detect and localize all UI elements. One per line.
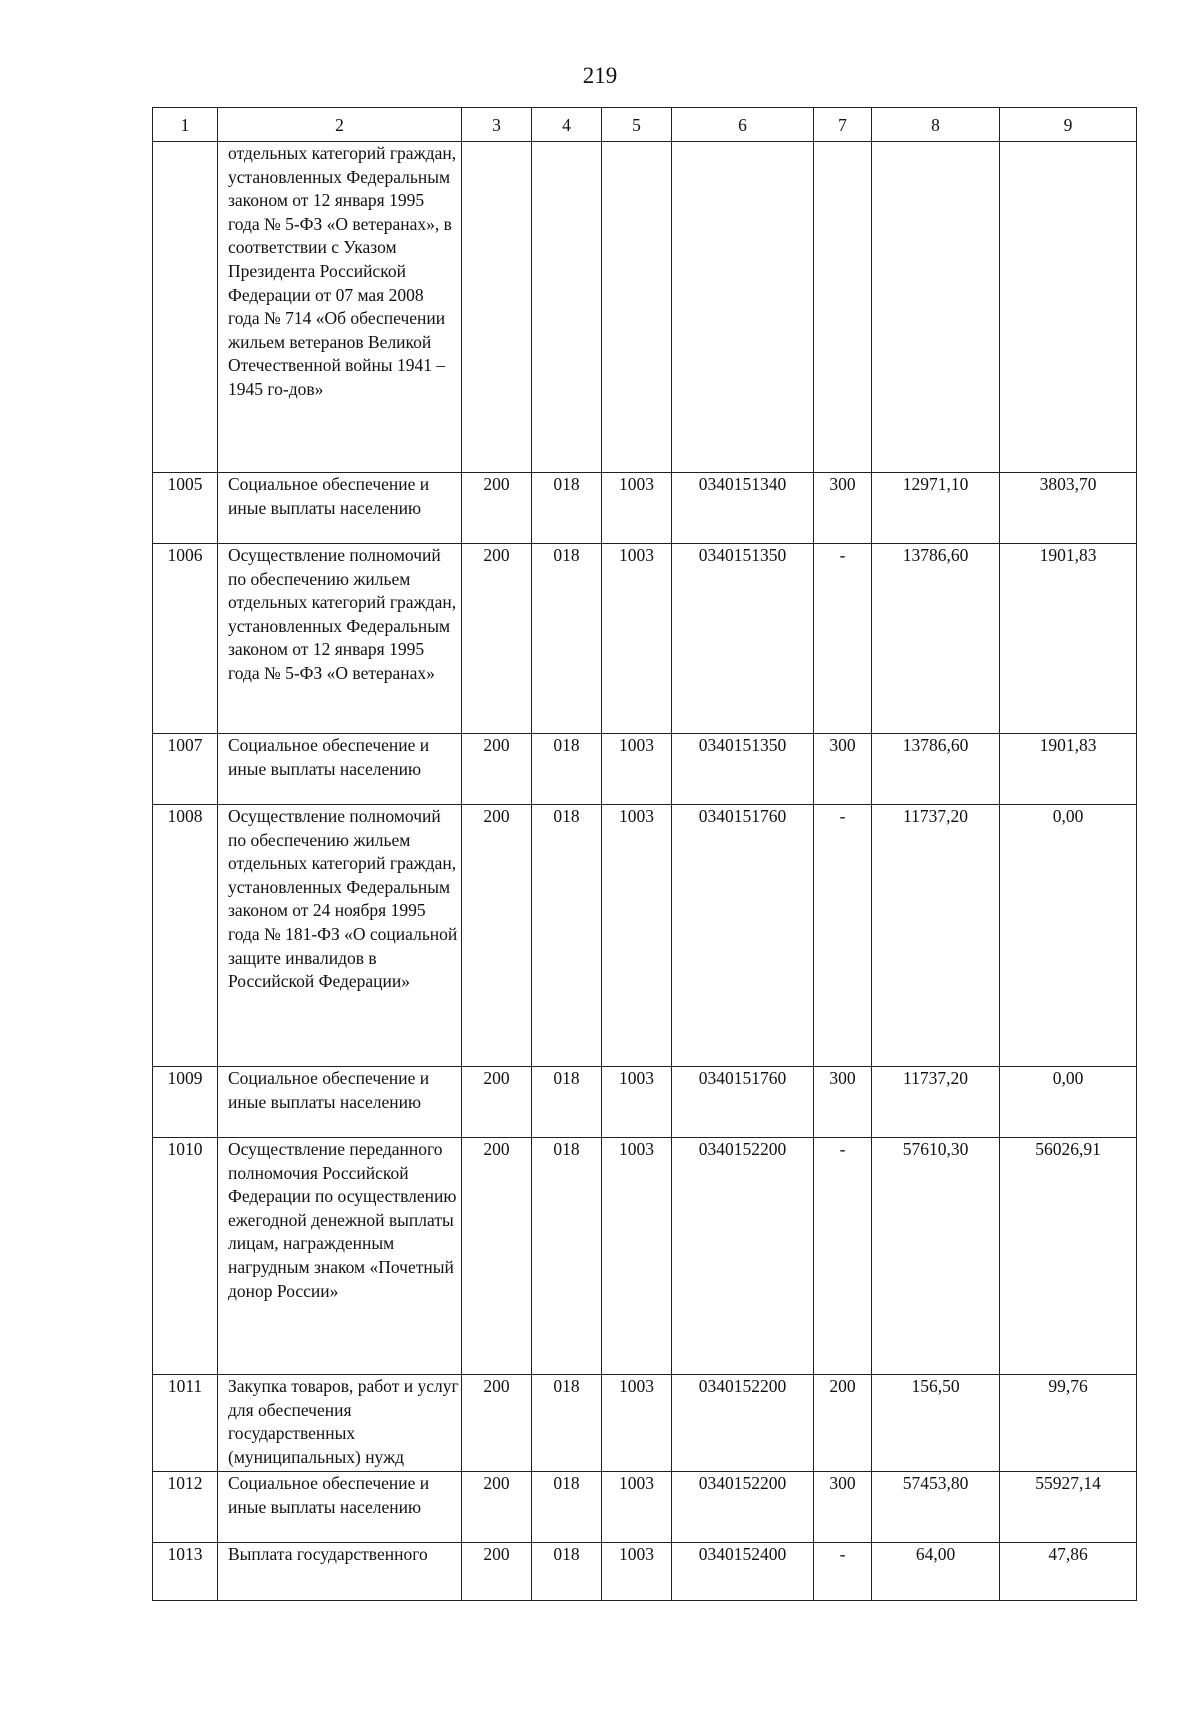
table-cell: 0340151760 — [672, 805, 814, 1067]
row-number-cell: 1005 — [153, 473, 218, 544]
column-header: 1 — [153, 108, 218, 142]
table-cell: 018 — [532, 805, 602, 1067]
row-number-cell: 1006 — [153, 544, 218, 734]
table-cell: 11737,20 — [872, 1067, 1000, 1138]
table-cell: 200 — [462, 1067, 532, 1138]
column-header: 2 — [218, 108, 462, 142]
row-name-cell: Осуществление полномочий по обеспечению жильем отдельных категорий граждан, установленных Федеральным законом от 12 января 1995 года № 5-ФЗ «О ветеранах» — [218, 544, 462, 734]
table-row — [153, 734, 1137, 805]
table-cell — [814, 142, 872, 473]
table-cell: 200 — [462, 734, 532, 805]
table-cell: 200 — [462, 805, 532, 1067]
table-cell: 018 — [532, 1543, 602, 1601]
table-cell: 1901,83 — [1000, 734, 1137, 805]
page-number: 219 — [582, 63, 618, 88]
table-cell: 0340151350 — [672, 734, 814, 805]
table-cell — [672, 142, 814, 473]
row-name-cell: Социальное обеспечение и иные выплаты населению — [218, 473, 462, 544]
table-cell: 0340152200 — [672, 1472, 814, 1543]
table-cell: 200 — [462, 473, 532, 544]
table-cell: 1003 — [602, 1067, 672, 1138]
table-cell: 47,86 — [1000, 1543, 1137, 1601]
table-cell: 018 — [532, 1472, 602, 1543]
table-cell: 1003 — [602, 1543, 672, 1601]
row-number-cell: 1011 — [153, 1375, 218, 1472]
table-cell: 018 — [532, 544, 602, 734]
table-cell: 1003 — [602, 473, 672, 544]
budget-table — [152, 107, 1137, 1601]
table-cell: 200 — [462, 1375, 532, 1472]
table-cell: - — [814, 805, 872, 1067]
table-cell: 018 — [532, 734, 602, 805]
row-name-cell: отдельных категорий граждан, установленных Федеральным законом от 12 января 1995 года № 5-ФЗ «О ветеранах», в соответствии с Указом Президента Российской Федерации от 07 мая 2008 года № 714 «Об обеспечении жильем ветеранов Великой Отечественной войны 1941 – 1945 го-дов» — [218, 142, 462, 473]
table-header-row — [153, 108, 1137, 142]
table-row — [153, 1138, 1137, 1375]
table-cell: 018 — [532, 473, 602, 544]
table-cell: 018 — [532, 1375, 602, 1472]
table-cell: 300 — [814, 734, 872, 805]
table-row — [153, 473, 1137, 544]
table-cell: 1003 — [602, 1472, 672, 1543]
table-cell: 300 — [814, 473, 872, 544]
row-number-cell: 1009 — [153, 1067, 218, 1138]
column-header: 5 — [602, 108, 672, 142]
table-cell: 1003 — [602, 734, 672, 805]
row-name-cell: Выплата государственного — [218, 1543, 462, 1601]
table-cell: 12971,10 — [872, 473, 1000, 544]
table-cell: 13786,60 — [872, 734, 1000, 805]
table-row — [153, 805, 1137, 1067]
column-header: 3 — [462, 108, 532, 142]
table-row — [153, 544, 1137, 734]
table-cell: 200 — [462, 1543, 532, 1601]
table-cell: 99,76 — [1000, 1375, 1137, 1472]
table-cell: 64,00 — [872, 1543, 1000, 1601]
column-header: 4 — [532, 108, 602, 142]
column-header: 9 — [1000, 108, 1137, 142]
table-cell: 0340152200 — [672, 1375, 814, 1472]
table-row — [153, 142, 1137, 473]
table-row — [153, 1472, 1137, 1543]
row-name-cell: Осуществление полномочий по обеспечению жильем отдельных категорий граждан, установленных Федеральным законом от 24 ноября 1995 года № 181-ФЗ «О социальной защите инвалидов в Российской Федерации» — [218, 805, 462, 1067]
table-cell: 0340151760 — [672, 1067, 814, 1138]
row-number-cell: 1010 — [153, 1138, 218, 1375]
table-cell — [872, 142, 1000, 473]
table-cell: 0,00 — [1000, 1067, 1137, 1138]
table-cell: 0340152400 — [672, 1543, 814, 1601]
table-cell: 57453,80 — [872, 1472, 1000, 1543]
table-cell — [1000, 142, 1137, 473]
table-cell: 018 — [532, 1138, 602, 1375]
table-cell: 0340151350 — [672, 544, 814, 734]
column-header: 6 — [672, 108, 814, 142]
table-row — [153, 1067, 1137, 1138]
row-number-cell: 1013 — [153, 1543, 218, 1601]
row-number-cell: 1007 — [153, 734, 218, 805]
table-cell: 0340152200 — [672, 1138, 814, 1375]
row-number-cell: 1012 — [153, 1472, 218, 1543]
table-cell: 56026,91 — [1000, 1138, 1137, 1375]
table-row — [153, 1375, 1137, 1472]
table-cell: 200 — [462, 1472, 532, 1543]
table-cell: - — [814, 544, 872, 734]
table-cell: 1003 — [602, 1375, 672, 1472]
table-cell: - — [814, 1138, 872, 1375]
table-cell: 1003 — [602, 544, 672, 734]
table-cell: 300 — [814, 1067, 872, 1138]
row-name-cell: Осуществление переданного полномочия Российской Федерации по осуществлению ежегодной денежной выплаты лицам, награжденным нагрудным знаком «Почетный донор России» — [218, 1138, 462, 1375]
table-cell: 200 — [814, 1375, 872, 1472]
table-cell: 1003 — [602, 1138, 672, 1375]
table-cell: 156,50 — [872, 1375, 1000, 1472]
table-cell: 0,00 — [1000, 805, 1137, 1067]
table-cell: 13786,60 — [872, 544, 1000, 734]
table-cell: 11737,20 — [872, 805, 1000, 1067]
column-header: 7 — [814, 108, 872, 142]
table-cell: 1003 — [602, 805, 672, 1067]
table-cell — [602, 142, 672, 473]
table-cell: 57610,30 — [872, 1138, 1000, 1375]
table-row — [153, 1543, 1137, 1601]
table-cell: - — [814, 1543, 872, 1601]
row-number-cell — [153, 142, 218, 473]
row-name-cell: Закупка товаров, работ и услуг для обеспечения государственных (муниципальных) нужд — [218, 1375, 462, 1472]
table-cell: 1901,83 — [1000, 544, 1137, 734]
row-name-cell: Социальное обеспечение и иные выплаты населению — [218, 1067, 462, 1138]
table-cell: 300 — [814, 1472, 872, 1543]
table-cell: 200 — [462, 1138, 532, 1375]
table-cell — [462, 142, 532, 473]
table-cell: 3803,70 — [1000, 473, 1137, 544]
table-cell — [532, 142, 602, 473]
row-name-cell: Социальное обеспечение и иные выплаты населению — [218, 1472, 462, 1543]
row-name-cell: Социальное обеспечение и иные выплаты населению — [218, 734, 462, 805]
row-number-cell: 1008 — [153, 805, 218, 1067]
table-cell: 018 — [532, 1067, 602, 1138]
table-cell: 55927,14 — [1000, 1472, 1137, 1543]
column-header: 8 — [872, 108, 1000, 142]
table-cell: 200 — [462, 544, 532, 734]
table-cell: 0340151340 — [672, 473, 814, 544]
